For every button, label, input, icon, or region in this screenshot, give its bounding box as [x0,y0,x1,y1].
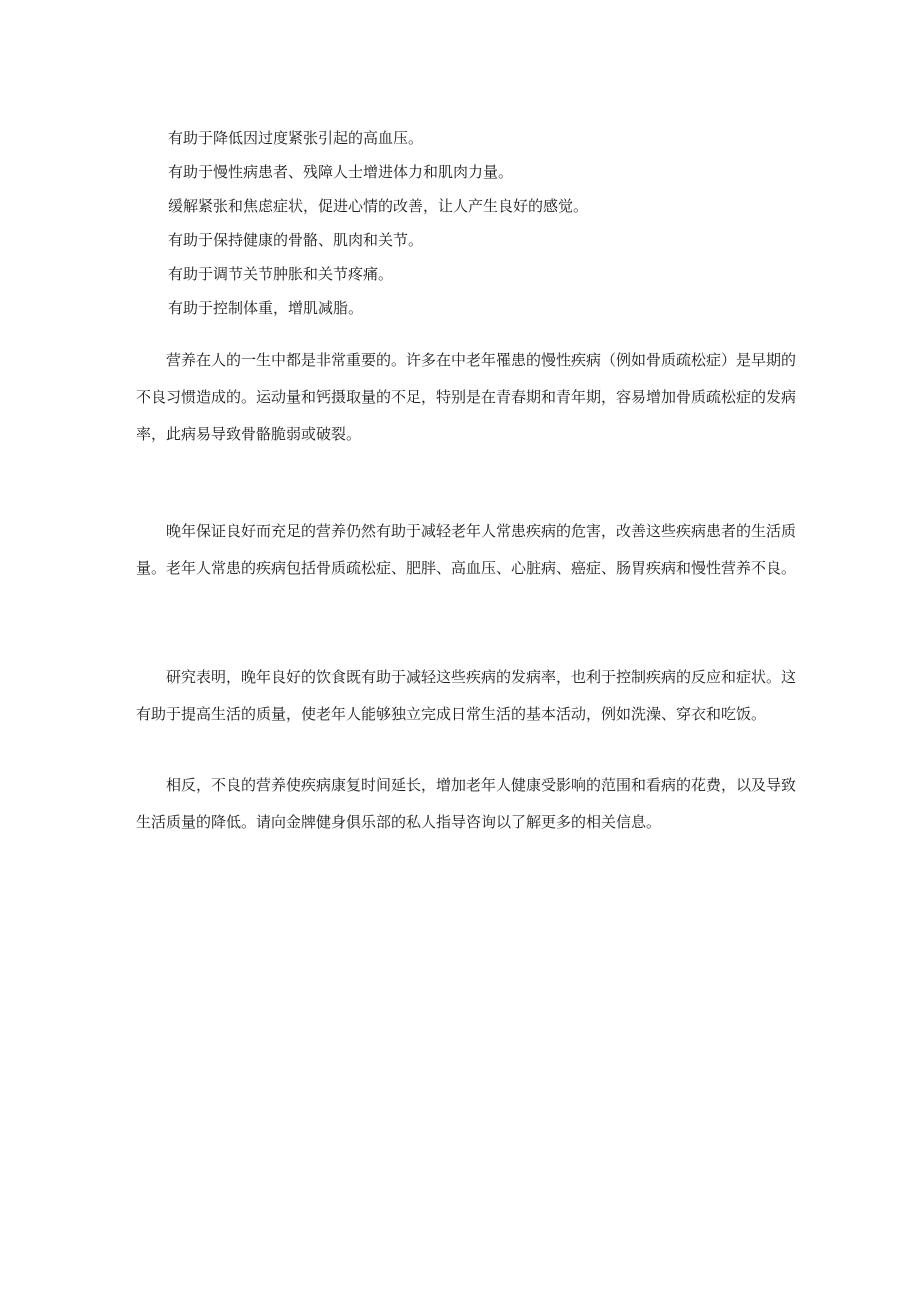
paragraph-poor-nutrition: 相反，不良的营养使疾病康复时间延长，增加老年人健康受影响的范围和看病的花费，以及导致生活质量的降低。请向金牌健身俱乐部的私人指导咨询以了解更多的相关信息。 [136,776,797,831]
benefit-item: 有助于控制体重，增肌减脂。 [168,299,364,317]
paragraph-research-findings: 研究表明，晚年良好的饮食既有助于减轻这些疾病的发病率，也利于控制疾病的反应和症状。这有助于提高生活的质量，使老年人能够独立完成日常生活的基本活动，例如洗澡、穿衣和吃饭。 [136,668,797,723]
benefit-item: 有助于调节关节肿胀和关节疼痛。 [168,265,394,283]
paragraph-elderly-nutrition: 晚年保证良好而充足的营养仍然有助于减轻老年人常患疾病的危害，改善这些疾病患者的生活质量。老年人常患的疾病包括骨质疏松症、肥胖、高血压、心脏病、癌症、肠胃疾病和慢性营养不良。 [136,522,797,577]
benefit-item: 有助于慢性病患者、残障人士增进体力和肌肉力量。 [168,163,514,181]
benefit-item: 缓解紧张和焦虑症状，促进心情的改善，让人产生良好的感觉。 [168,197,589,215]
benefits-list [168,121,588,325]
benefit-item: 有助于降低因过度紧张引起的高血压。 [168,129,424,147]
paragraph-nutrition-importance: 营养在人的一生中都是非常重要的。许多在中老年罹患的慢性疾病（例如骨质疏松症）是早期的不良习惯造成的。运动量和钙摄取量的不足，特别是在青春期和青年期，容易增加骨质疏松症的发病率，此病易导致骨骼脆弱或破裂。 [136,351,797,443]
benefit-item: 有助于保持健康的骨骼、肌肉和关节。 [168,231,424,249]
